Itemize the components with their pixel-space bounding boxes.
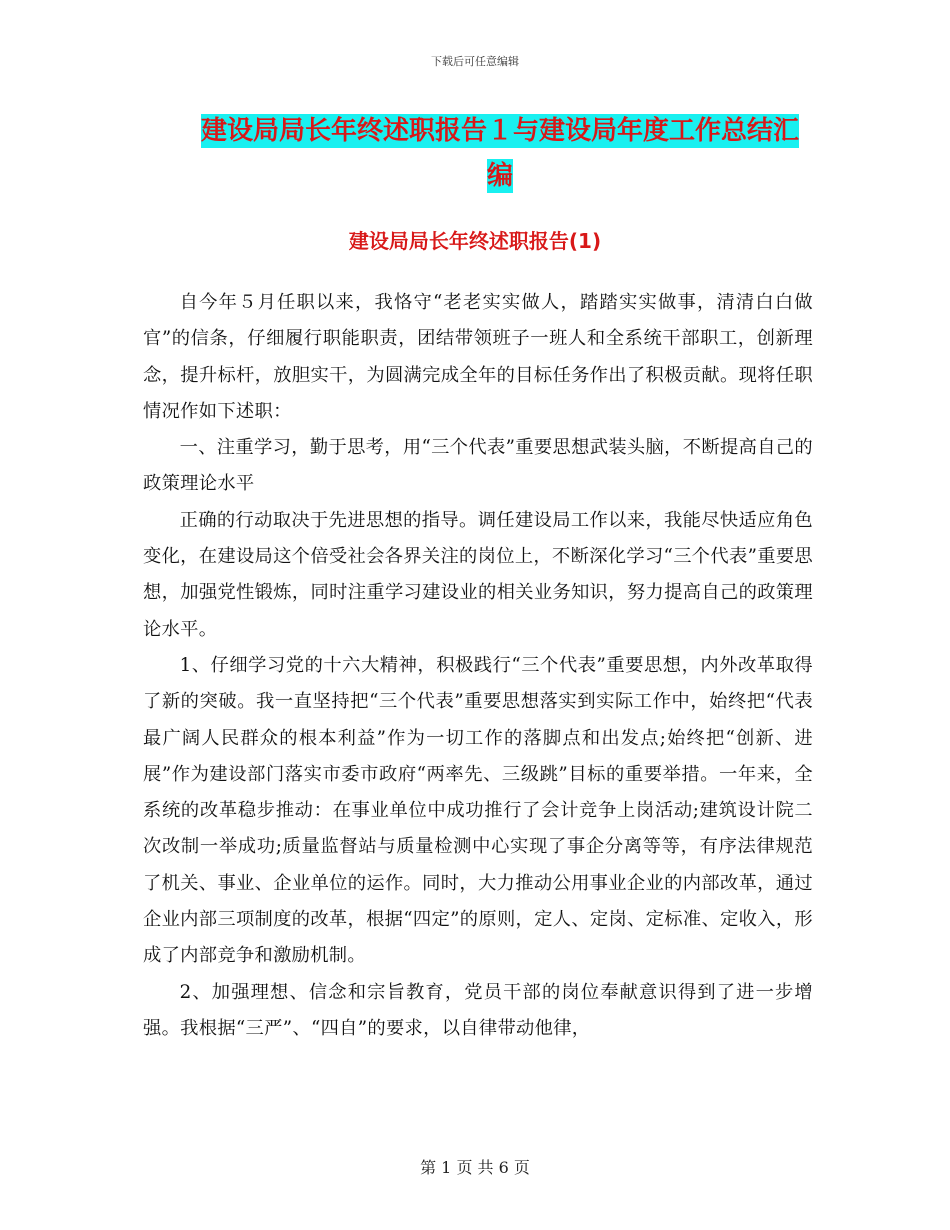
- section-title: 建设局局长年终述职报告(1): [348, 229, 602, 253]
- document-title-line-1: 建设局局长年终述职报告１与建设局年度工作总结汇: [200, 116, 799, 146]
- document-title-line-2: 编: [486, 161, 513, 191]
- paragraph: 1、仔细学习党的十六大精神，积极践行“三个代表”重要思想，内外改革取得了新的突破。我一直坚持把“三个代表”重要思想落实到实际工作中，始终把“代表最广阔人民群众的根本利益”作为一切工作的落脚点和出发点;始终把“创新、进展”作为建设部门落实市委市政府“两率先、三级跳”目标的重要举措。一年来，全系统的改革稳步推动：在事业单位中成功推行了会计竞争上岗活动;建筑设计院二次改制一举成功;质量监督站与质量检测中心实现了事企分离等等，有序法律规范了机关、事业、企业单位的运作。同时，大力推动公用事业企业的内部改革，通过企业内部三项制度的改革，根据“四定”的原则，定人、定岗、定标准、定收入，形成了内部竞争和激励机制。: [143, 654, 813, 967]
- paragraph: 自今年５月任职以来，我恪守“老老实实做人，踏踏实实做事，清清白白做官”的信条，仔细履行职能职责，团结带领班子一班人和全系统干部职工，创新理念，提升标杆，放胆实干，为圆满完成全年的目标任务作出了积极贡献。现将任职情况作如下述职：: [143, 292, 813, 422]
- paragraph: 一、注重学习，勤于思考，用“三个代表”重要思想武装头脑，不断提高自己的政策理论水平: [143, 437, 813, 495]
- header-note: 下载后可任意编辑: [431, 55, 519, 68]
- paragraph: 正确的行动取决于先进思想的指导。调任建设局工作以来，我能尽快适应角色变化，在建设局这个倍受社会各界关注的岗位上，不断深化学习“三个代表”重要思想，加强党性锻炼，同时注重学习建设业的相关业务知识，努力提高自己的政策理论水平。: [143, 509, 813, 640]
- page-number: 第 1 页 共 6 页: [420, 1158, 530, 1177]
- paragraph: 2、加强理想、信念和宗旨教育，党员干部的岗位奉献意识得到了进一步增强。我根据“三严”、“四自”的要求，以自律带动他律，: [143, 981, 813, 1039]
- document-title: [150, 109, 850, 199]
- body-text: [143, 285, 813, 1047]
